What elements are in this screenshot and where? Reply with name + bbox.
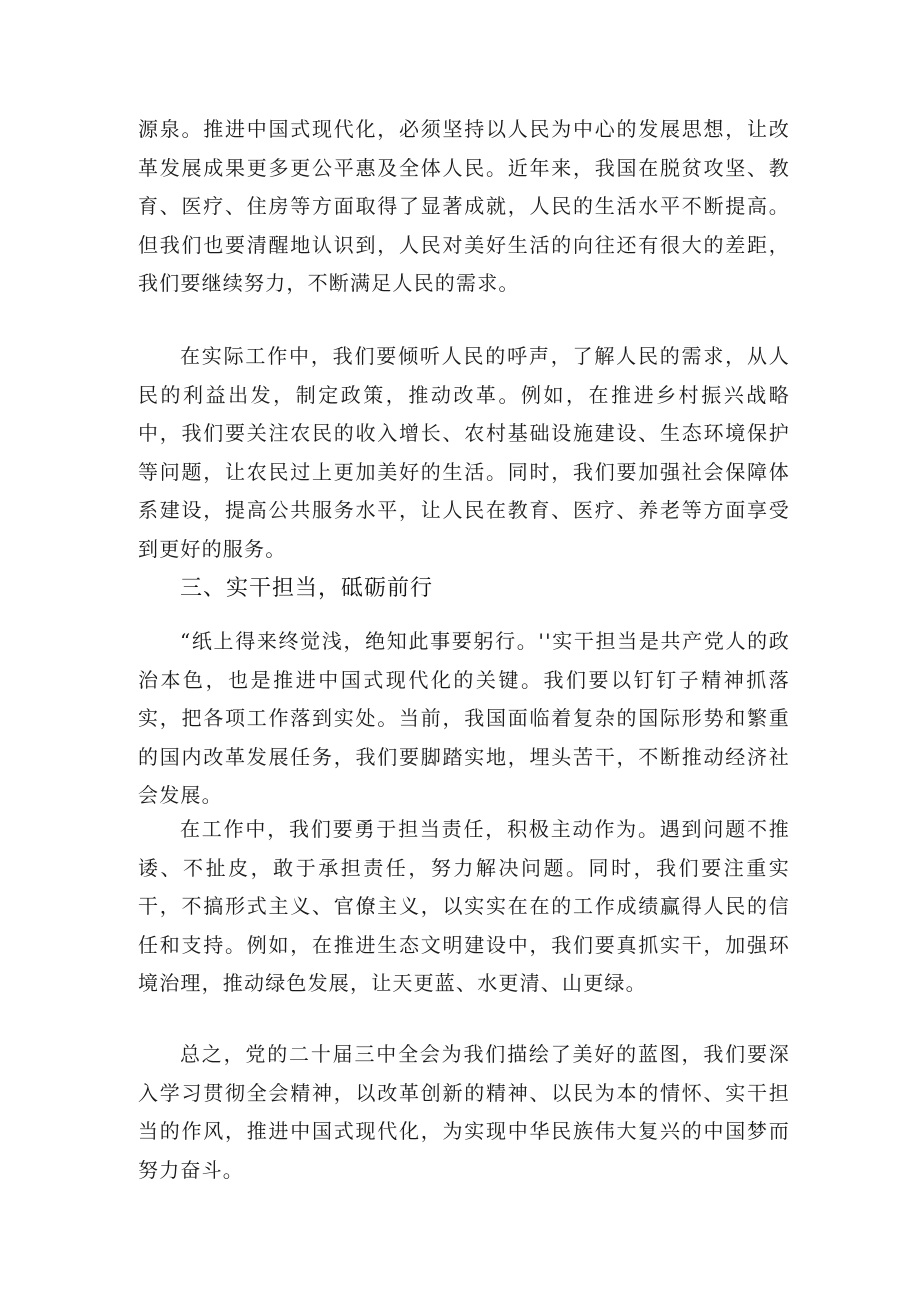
section-heading: 三、实干担当，砥砺前行 bbox=[180, 576, 434, 601]
paragraph-conclusion: 总之，党的二十届三中全会为我们描绘了美好的蓝图，我们要深入学习贯彻全会精神，以改革创新的精神、以民为本的情怀、实干担当的作风，推进中国式现代化，为实现中华民族伟大复兴的中国梦而努力奋斗。 bbox=[138, 1042, 790, 1182]
paragraph-take-responsibility: 在工作中，我们要勇于担当责任，积极主动作为。遇到问题不推诿、不扯皮，敢于承担责任，努力解决问题。同时，我们要注重实干，不搞形式主义、官僚主义，以实实在在的工作成绩赢得人民的信任和支持。例如，在推进生态文明建设中，我们要真抓实干，加强环境治理，推动绿色发展，让天更蓝、水更清、山更绿。 bbox=[138, 817, 790, 995]
paragraph-practical-responsibility: “纸上得来终觉浅，绝知此事要躬行。''实干担当是共产党人的政治本色，也是推进中国式现代化的关键。我们要以钉钉子精神抓落实，把各项工作落到实处。当前，我国面临着复杂的国际形势和繁重的国内改革发展任务，我们要脚踏实地，埋头苦干，不断推动经济社会发展。 bbox=[138, 629, 790, 807]
paragraph-practical-work: 在实际工作中，我们要倾听人民的呼声，了解人民的需求，从人民的利益出发，制定政策，推动改革。例如，在推进乡村振兴战略中，我们要关注农民的收入增长、农村基础设施建设、生态环境保护等问题，让农民过上更加美好的生活。同时，我们要加强社会保障体系建设，提高公共服务水平，让人民在教育、医疗、养老等方面享受到更好的服务。 bbox=[138, 344, 790, 561]
paragraph-people-centered: 源泉。推进中国式现代化，必须坚持以人民为中心的发展思想，让改革发展成果更多更公平惠及全体人民。近年来，我国在脱贫攻坚、教育、医疗、住房等方面取得了显著成就，人民的生活水平不断提高。但我们也要清醒地认识到，人民对美好生活的向往还有很大的差距，我们要继续努力，不断满足人民的需求。 bbox=[138, 117, 790, 295]
